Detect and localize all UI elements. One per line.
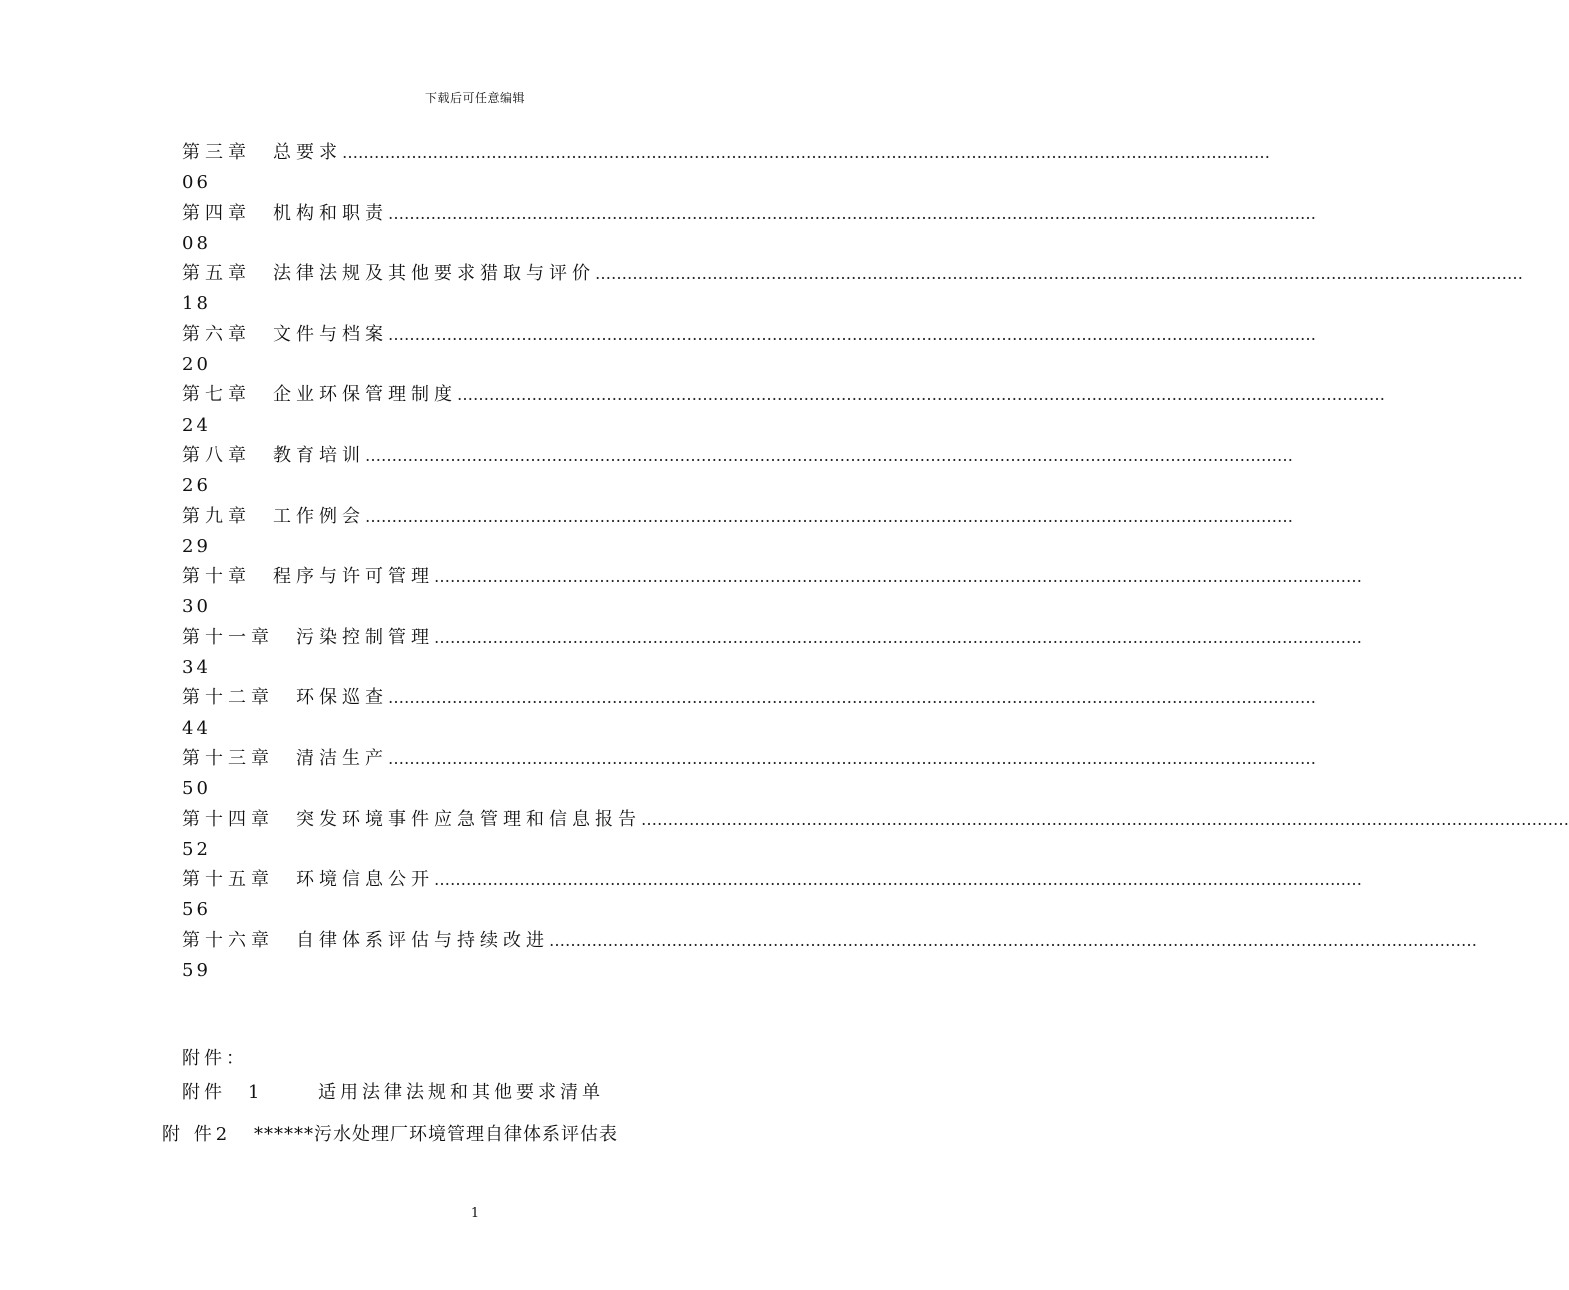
toc-leader-dots: …………………………………………………………………………………………………………………………………………………………: [342, 143, 1270, 162]
toc-chapter: 第十六章: [182, 929, 274, 951]
toc-line: [182, 259, 1523, 289]
attachment-title: ******污水处理厂环境管理自律体系评估表: [254, 1124, 618, 1145]
table-of-contents: [182, 138, 1569, 986]
toc-page-number: 20: [182, 354, 211, 376]
toc-chapter: 第八章: [182, 444, 251, 466]
toc-leader-dots: …………………………………………………………………………………………………………………………………………………………: [365, 506, 1293, 526]
toc-leader-dots: …………………………………………………………………………………………………………………………………………………………: [388, 203, 1316, 223]
toc-page-number: 29: [182, 535, 211, 557]
toc-line: [182, 865, 1362, 895]
toc-entry: [182, 865, 1362, 926]
toc-line: [182, 683, 1316, 713]
toc-line: [182, 138, 1270, 168]
toc-chapter: 第六章: [182, 323, 251, 345]
toc-title: 自律体系评估与持续改进: [296, 929, 549, 951]
toc-entry: [182, 441, 1293, 502]
toc-title: 总要求: [273, 142, 342, 163]
toc-title: 机构和职责: [273, 202, 388, 224]
toc-page-number: 08: [182, 232, 211, 254]
toc-entry: [182, 199, 1316, 260]
toc-leader-dots: …………………………………………………………………………………………………………………………………………………………: [457, 385, 1385, 405]
toc-line: [182, 744, 1316, 774]
toc-page-number: 34: [182, 657, 211, 679]
toc-title: 文件与档案: [273, 323, 388, 345]
attachment-number: 1: [248, 1082, 264, 1103]
toc-chapter: 第十章: [182, 566, 251, 588]
toc-page-number: 26: [182, 475, 211, 497]
toc-entry: [182, 623, 1362, 684]
toc-title: 工作例会: [273, 505, 365, 527]
toc-title: 环境信息公开: [296, 869, 434, 891]
toc-line: [182, 805, 1569, 835]
toc-line: [182, 320, 1316, 350]
toc-chapter: 第四章: [182, 202, 251, 224]
page-number: 1: [470, 1206, 480, 1221]
toc-chapter: 第十一章: [182, 626, 274, 648]
toc-entry: [182, 380, 1385, 441]
toc-chapter: 第九章: [182, 505, 251, 527]
toc-line: [182, 562, 1362, 592]
page-header: 下载后可任意编辑: [424, 91, 525, 105]
toc-chapter: 第三章: [182, 142, 251, 163]
toc-title: 教育培训: [273, 444, 365, 466]
toc-page-number: 59: [182, 960, 211, 982]
attachment-label: 附件: [182, 1082, 226, 1103]
toc-page-number: 50: [182, 778, 211, 800]
attachments-heading: 附件：: [182, 1048, 248, 1069]
toc-entry: [182, 502, 1293, 563]
toc-entry: [182, 683, 1316, 744]
toc-chapter: 第十四章: [182, 808, 274, 830]
attachment-item: [182, 1078, 604, 1104]
toc-leader-dots: …………………………………………………………………………………………………………………………………………………………: [434, 567, 1362, 587]
toc-entry: [182, 805, 1569, 866]
toc-page-number: 56: [182, 899, 211, 921]
attachment-title: 适用法律法规和其他要求清单: [318, 1082, 604, 1103]
toc-page-number: 52: [182, 838, 211, 860]
toc-title: 程序与许可管理: [273, 566, 434, 588]
toc-title: 突发环境事件应急管理和信息报告: [296, 808, 641, 830]
toc-page-number: 18: [182, 293, 211, 315]
toc-leader-dots: …………………………………………………………………………………………………………………………………………………………: [595, 264, 1523, 284]
toc-line: [182, 199, 1316, 229]
toc-leader-dots: …………………………………………………………………………………………………………………………………………………………: [641, 809, 1569, 829]
toc-line: [182, 623, 1362, 653]
toc-entry: [182, 562, 1362, 623]
toc-entry: [182, 744, 1316, 805]
toc-leader-dots: …………………………………………………………………………………………………………………………………………………………: [434, 627, 1362, 647]
toc-entry: [182, 926, 1477, 987]
toc-entry: [182, 320, 1316, 381]
toc-leader-dots: …………………………………………………………………………………………………………………………………………………………: [365, 445, 1293, 465]
toc-title: 清洁生产: [296, 747, 388, 769]
attachment-label: 附 件2: [162, 1124, 232, 1145]
toc-leader-dots: …………………………………………………………………………………………………………………………………………………………: [388, 324, 1316, 344]
toc-chapter: 第十二章: [182, 687, 274, 709]
toc-chapter: 第五章: [182, 263, 251, 285]
toc-page-number: 30: [182, 596, 211, 618]
toc-page-number: 06: [182, 172, 211, 194]
toc-title: 企业环保管理制度: [273, 384, 457, 406]
toc-line: [182, 441, 1293, 471]
toc-line: [182, 380, 1385, 410]
toc-leader-dots: …………………………………………………………………………………………………………………………………………………………: [388, 688, 1316, 708]
toc-leader-dots: …………………………………………………………………………………………………………………………………………………………: [434, 870, 1362, 890]
toc-page-number: 24: [182, 414, 211, 436]
toc-line: [182, 502, 1293, 532]
toc-title: 污染控制管理: [296, 626, 434, 648]
toc-title: 环保巡查: [296, 687, 388, 709]
toc-leader-dots: …………………………………………………………………………………………………………………………………………………………: [388, 748, 1316, 768]
toc-page-number: 44: [182, 717, 211, 739]
toc-title: 法律法规及其他要求猎取与评价: [273, 263, 595, 285]
toc-line: [182, 926, 1477, 956]
toc-leader-dots: …………………………………………………………………………………………………………………………………………………………: [549, 930, 1477, 950]
toc-entry: [182, 259, 1523, 320]
toc-entry: [182, 138, 1270, 199]
toc-chapter: 第十五章: [182, 869, 274, 891]
toc-chapter: 第七章: [182, 384, 251, 406]
toc-chapter: 第十三章: [182, 747, 274, 769]
attachment-item: [162, 1120, 618, 1146]
